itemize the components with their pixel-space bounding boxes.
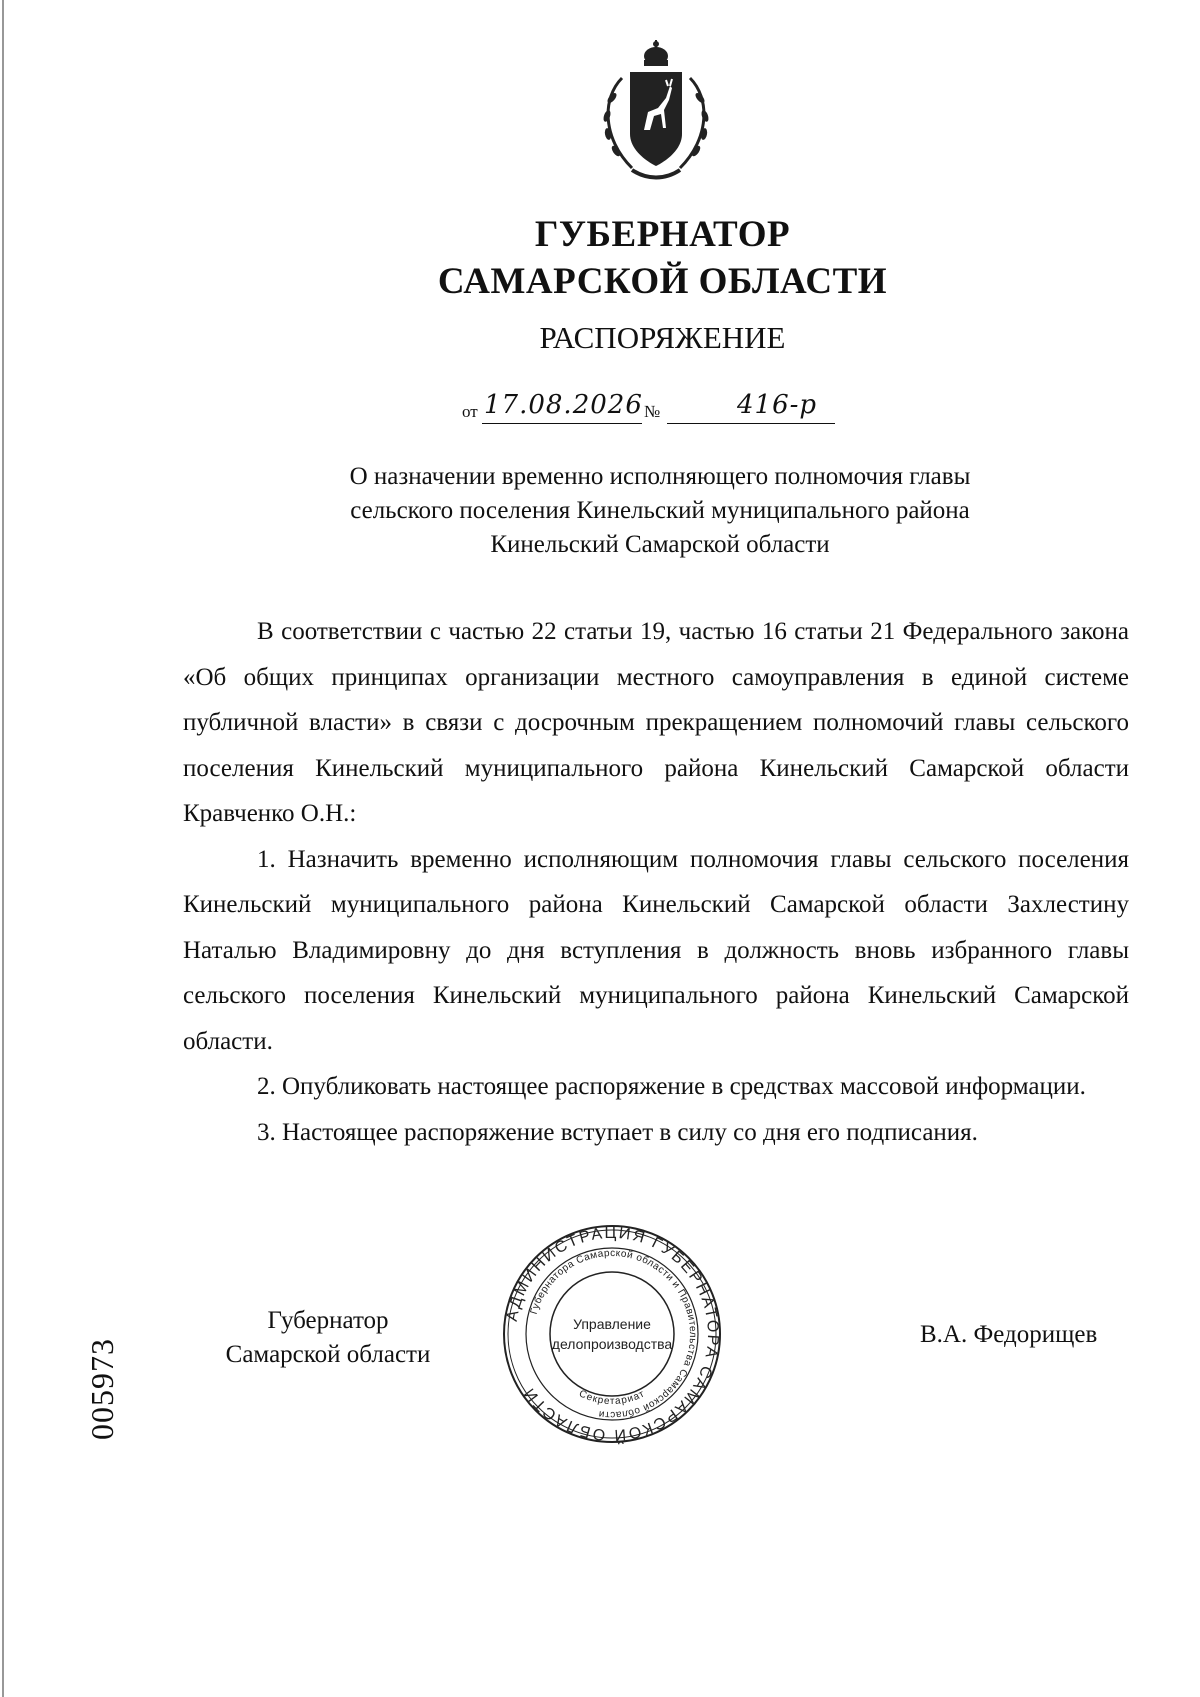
number-underline	[667, 423, 835, 424]
archive-number: 005973	[84, 1338, 120, 1440]
svg-text:Секретариат	[577, 1388, 647, 1407]
seal-bottom-text: Секретариат	[577, 1388, 647, 1408]
signatory-title-line2: Самарской области	[225, 1341, 431, 1368]
handwritten-date: 17.08.2026	[484, 390, 643, 420]
item-2-paragraph: 2. Опубликовать настоящее распоряжение в средствах массовой информации.	[257, 1073, 1086, 1100]
subject-block	[250, 460, 1070, 562]
svg-text:Губернатора Самарской области	[529, 1248, 698, 1420]
item-1-paragraph: 1. Назначить временно исполняющим полномочия главы сельского поселения Кинельский муниципального района Кинельский Самарской области Захлестину Наталью Владимировну до дня вступления в должность вновь избранного главы сельского поселения Кинельский муниципального района Кинельский Самарской области.	[183, 845, 1129, 1055]
document-type: РАСПОРЯЖЕНИЕ	[539, 320, 786, 355]
item-3-paragraph: 3. Настоящее распоряжение вступает в силу со дня его подписания.	[257, 1118, 978, 1146]
signatory-title	[183, 1304, 473, 1372]
subject-line2: сельского поселения Кинельский муниципального района	[350, 497, 970, 524]
seal-center-line2: делопроизводства	[551, 1336, 673, 1352]
subject-line1: О назначении временно исполняющего полномочия главы	[349, 463, 971, 490]
handwritten-number: 416-р	[737, 390, 818, 420]
seal-middle-text: Губернатора Самарской области и Правительства Самарской области	[528, 1247, 699, 1421]
header-title-line2: САМАРСКОЙ ОБЛАСТИ	[437, 261, 888, 302]
coat-of-arms-icon	[592, 38, 720, 183]
signatory-name: В.А. Федорищев	[920, 1321, 1098, 1348]
seal-center-line1: Управление	[573, 1316, 651, 1332]
subject-line3: Кинельский Самарской области	[490, 531, 830, 558]
document-body	[183, 609, 1129, 1155]
number-date-line	[462, 386, 862, 426]
preamble-paragraph: В соответствии с частью 22 статьи 19, частью 16 статьи 21 Федерального закона «Об общих принципах организации местного самоуправления в единой системе публичной власти» в связи с досрочным прекращением полномочий главы сельского поселения Кинельский муниципального района Кинельский Самарской области Кравченко О.Н.:	[183, 618, 1129, 827]
number-label: №	[644, 402, 661, 421]
seal-outer-text: АДМИНИСТРАЦИЯ ГУБЕРНАТОРА САМАРСКОЙ ОБЛАСТИ	[503, 1224, 722, 1444]
header-title-line1: ГУБЕРНАТОР	[534, 214, 791, 255]
signatory-title-line1: Губернатор	[267, 1307, 389, 1334]
office-seal-stamp	[501, 1223, 723, 1445]
date-underline	[482, 423, 642, 424]
from-label: от	[462, 402, 478, 421]
